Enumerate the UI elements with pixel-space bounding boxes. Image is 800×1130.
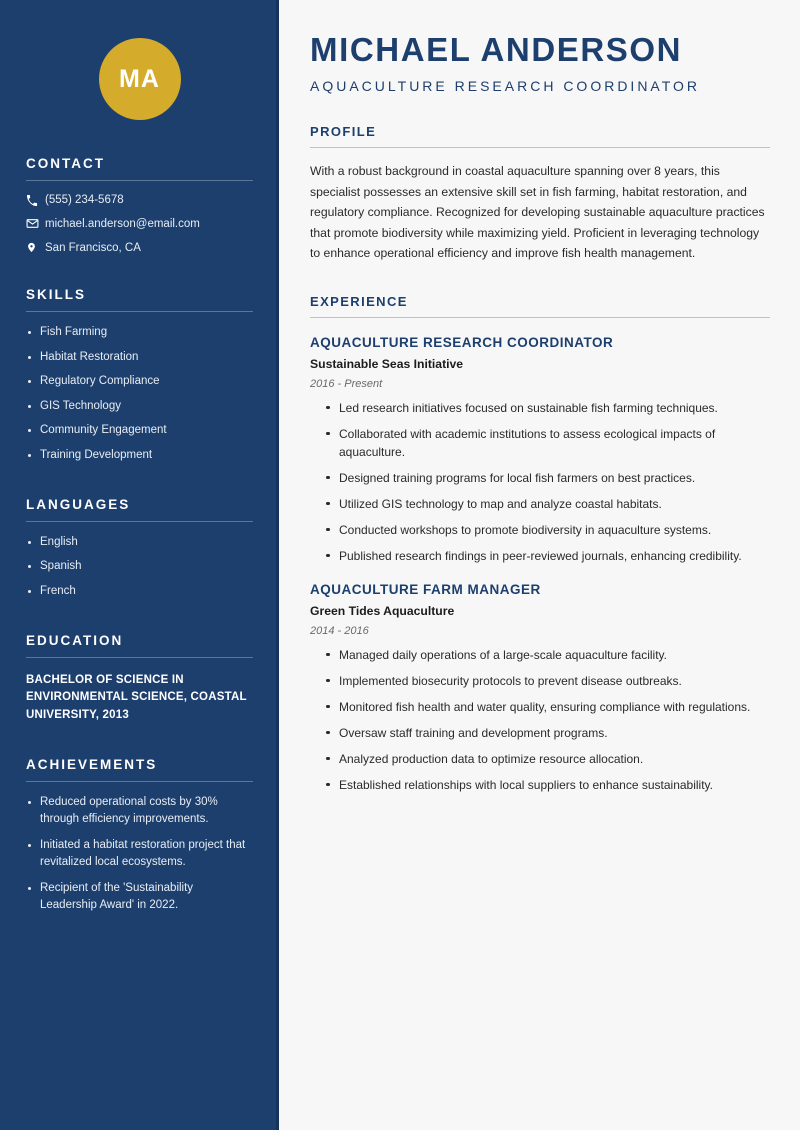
- list-item: Conducted workshops to promote biodiversity in aquaculture systems.: [324, 521, 770, 539]
- avatar-container: [0, 0, 279, 120]
- education-entry: BACHELOR OF SCIENCE IN ENVIRONMENTAL SCIENCE, COASTAL UNIVERSITY, 2013: [26, 673, 247, 721]
- achievements-section: [0, 757, 279, 914]
- experience-heading: EXPERIENCE: [310, 294, 770, 318]
- job-dates: 2016 - Present: [310, 377, 383, 390]
- education-heading: EDUCATION: [26, 633, 253, 658]
- job-company: Sustainable Seas Initiative: [310, 356, 464, 371]
- contact-email-value: michael.anderson@email.com: [45, 217, 200, 230]
- contact-list: [26, 194, 253, 254]
- list-item: Managed daily operations of a large-scale aquaculture facility.: [324, 646, 770, 664]
- list-item: Published research findings in peer-reviewed journals, enhancing credibility.: [324, 547, 770, 565]
- profile-text: With a robust background in coastal aquaculture spanning over 8 years, this specialist possesses an extensive skill set in fish farming, habitat restoration, and regulatory compliance. Recognized for developing sustainable aquaculture practices that promote biodiversity while maximizing yield. Proficient in leveraging technology to enhance operational efficiency and improve fish health management.: [310, 164, 765, 260]
- education-section: [0, 633, 279, 725]
- list-item: Fish Farming: [26, 324, 253, 341]
- achievements-list: [26, 794, 253, 914]
- list-item: Established relationships with local suppliers to enhance sustainability.: [324, 776, 770, 794]
- list-item: English: [26, 534, 253, 551]
- experience-entry-1: [310, 335, 770, 565]
- main-content: [279, 0, 800, 1130]
- list-item: Recipient of the 'Sustainability Leadership Award' in 2022.: [26, 880, 253, 914]
- job-bullet-list: [310, 399, 770, 565]
- contact-heading: CONTACT: [26, 156, 253, 181]
- list-item: GIS Technology: [26, 398, 253, 415]
- list-item: Regulatory Compliance: [26, 373, 253, 390]
- list-item: Spanish: [26, 558, 253, 575]
- list-item: Designed training programs for local fish farmers on best practices.: [324, 469, 770, 487]
- contact-phone: [26, 194, 253, 206]
- list-item: Community Engagement: [26, 422, 253, 439]
- list-item: Reduced operational costs by 30% through efficiency improvements.: [26, 794, 253, 828]
- contact-email: [26, 217, 253, 230]
- job-title: AQUACULTURE RESEARCH COORDINATOR: [310, 334, 614, 350]
- languages-heading: LANGUAGES: [26, 497, 253, 522]
- contact-location-value: San Francisco, CA: [45, 241, 141, 254]
- page-title: MICHAEL ANDERSON: [310, 31, 683, 68]
- achievements-heading: ACHIEVEMENTS: [26, 757, 253, 782]
- skills-list: [26, 324, 253, 464]
- job-role-subtitle: AQUACULTURE RESEARCH COORDINATOR: [310, 78, 701, 94]
- envelope-icon: [26, 217, 45, 230]
- contact-phone-value: (555) 234-5678: [45, 194, 124, 206]
- list-item: Initiated a habitat restoration project that revitalized local ecosystems.: [26, 837, 253, 871]
- job-dates: 2014 - 2016: [310, 624, 369, 637]
- list-item: Implemented biosecurity protocols to prevent disease outbreaks.: [324, 672, 770, 690]
- location-pin-icon: [26, 241, 45, 254]
- languages-section: [0, 497, 279, 600]
- job-title: AQUACULTURE FARM MANAGER: [310, 581, 541, 597]
- job-bullet-list: [310, 646, 770, 794]
- skills-heading: SKILLS: [26, 287, 253, 312]
- list-item: French: [26, 583, 253, 600]
- contact-location: [26, 241, 253, 254]
- contact-section: [0, 156, 279, 254]
- skills-section: [0, 287, 279, 464]
- list-item: Led research initiatives focused on sustainable fish farming techniques.: [324, 399, 770, 417]
- experience-entry-2: [310, 582, 770, 794]
- avatar: MA: [99, 38, 181, 120]
- list-item: Analyzed production data to optimize resource allocation.: [324, 750, 770, 768]
- list-item: Collaborated with academic institutions to assess ecological impacts of aquaculture.: [324, 425, 770, 461]
- phone-icon: [26, 194, 45, 206]
- job-company: Green Tides Aquaculture: [310, 603, 455, 618]
- languages-list: [26, 534, 253, 600]
- list-item: Training Development: [26, 447, 253, 464]
- list-item: Monitored fish health and water quality, ensuring compliance with regulations.: [324, 698, 770, 716]
- sidebar: [0, 0, 279, 1130]
- list-item: Habitat Restoration: [26, 349, 253, 366]
- list-item: Oversaw staff training and development programs.: [324, 724, 770, 742]
- profile-heading: PROFILE: [310, 124, 770, 148]
- list-item: Utilized GIS technology to map and analyze coastal habitats.: [324, 495, 770, 513]
